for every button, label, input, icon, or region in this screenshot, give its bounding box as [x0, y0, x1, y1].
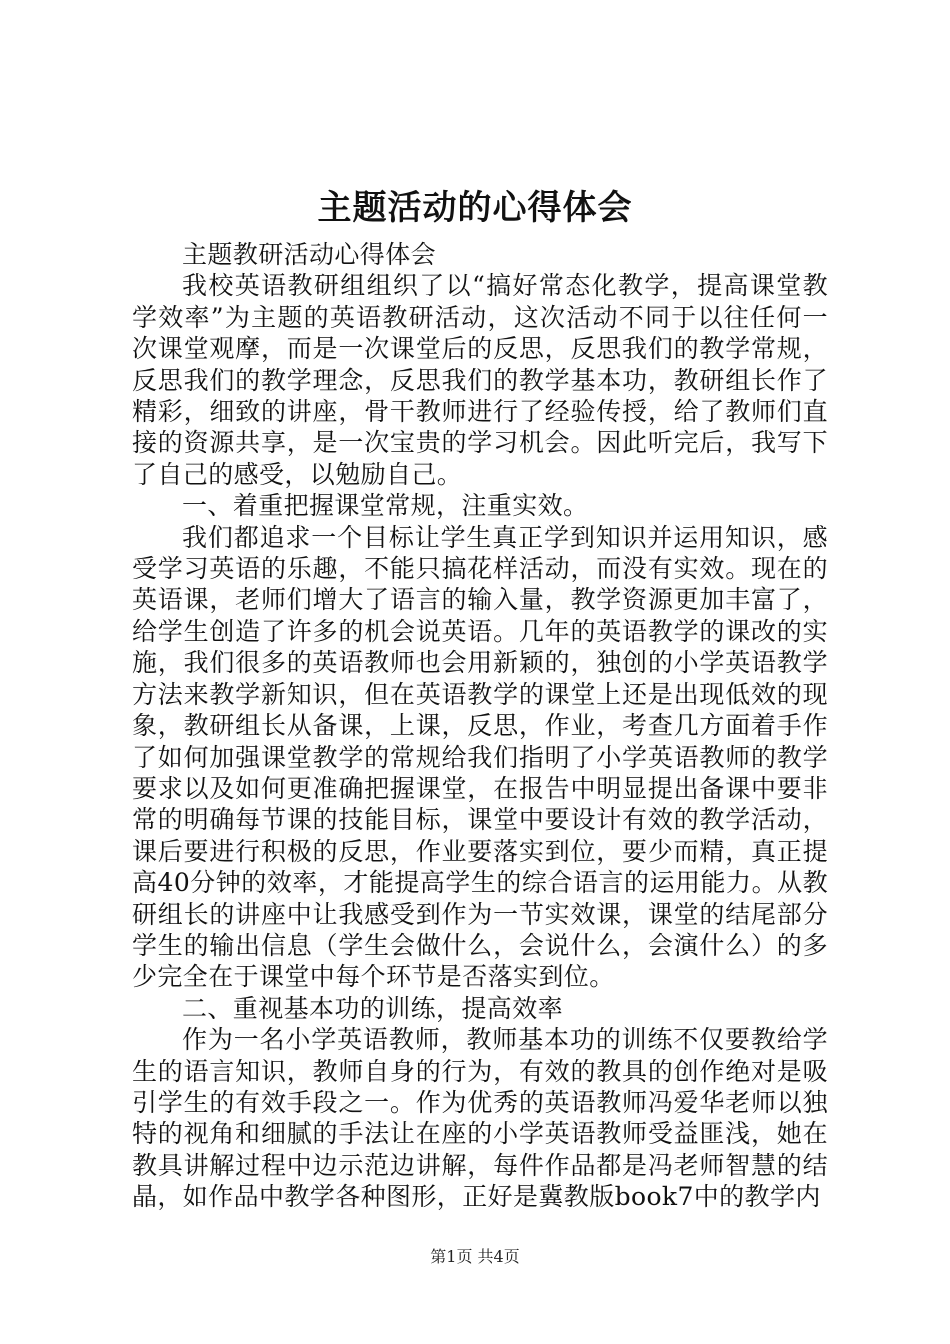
section-1-paragraph: 我们都追求一个目标让学生真正学到知识并运用知识，感受学习英语的乐趣，不能只搞花样活动，而没有实效。现在的英语课，老师们增大了语言的输入量，教学资源更加丰富了，给学生创造了许多的机会说英语。几年的英语教学的课改的实施，我们很多的英语教师也会用新颖的，独创的小学英语教学方法来教学新知识，但在英语教学的课堂上还是出现低效的现象，教研组长从备课，上课，反思，作业，考查几方面着手作了如何加强课堂教学的常规给我们指明了小学英语教师的教学要求以及如何更准确把握课堂，在报告中明显提出备课中要非常的明确每节课的技能目标，课堂中要设计有效的教学活动，课后要进行积极的反思，作业要落实到位，要少而精，真正提高40分钟的效率，才能提高学生的综合语言的运用能力。从教研组长的讲座中让我感受到作为一节实效课，课堂的结尾部分学生的输出信息（学生会做什么，会说什么，会演什么）的多少完全在于课堂中每个环节是否落实到位。 — [132, 522, 828, 992]
section-heading-1: 一、着重把握课堂常规，注重实效。 — [182, 491, 589, 521]
section-2-paragraph: 作为一名小学英语教师，教师基本功的训练不仅要教给学生的语言知识，教师自身的行为，有效的教具的创作绝对是吸引学生的有效手段之一。作为优秀的英语教师冯爱华老师以独特的视角和细腻的手法让在座的小学英语教师受益匪浅，她在教具讲解过程中边示范边讲解，每件作品都是冯老师智慧的结晶，如作品中教学各种图形，正好是冀教版book7中的教学内 — [132, 1025, 828, 1212]
subtitle-paragraph: 主题教研活动心得体会 — [182, 240, 437, 269]
document-body — [132, 239, 828, 1213]
intro-paragraph: 我校英语教研组组织了以“搞好常态化教学，提高课堂教学效率”为主题的英语教研活动，这次活动不同于以往任何一次课堂观摩，而是一次课堂后的反思，反思我们的教学常规，反思我们的教学理念，反思我们的教学基本功，教研组长作了精彩，细致的讲座，骨干教师进行了经验传授，给了教师们直接的资源共享，是一次宝贵的学习机会。因此听完后，我写下了自己的感受，以勉励自己。 — [132, 271, 828, 489]
document-title: 主题活动的心得体会 — [317, 188, 633, 228]
section-heading-2: 二、重视基本功的训练，提高效率 — [182, 993, 564, 1023]
page-footer: 第1页 共4页 — [430, 1247, 520, 1266]
